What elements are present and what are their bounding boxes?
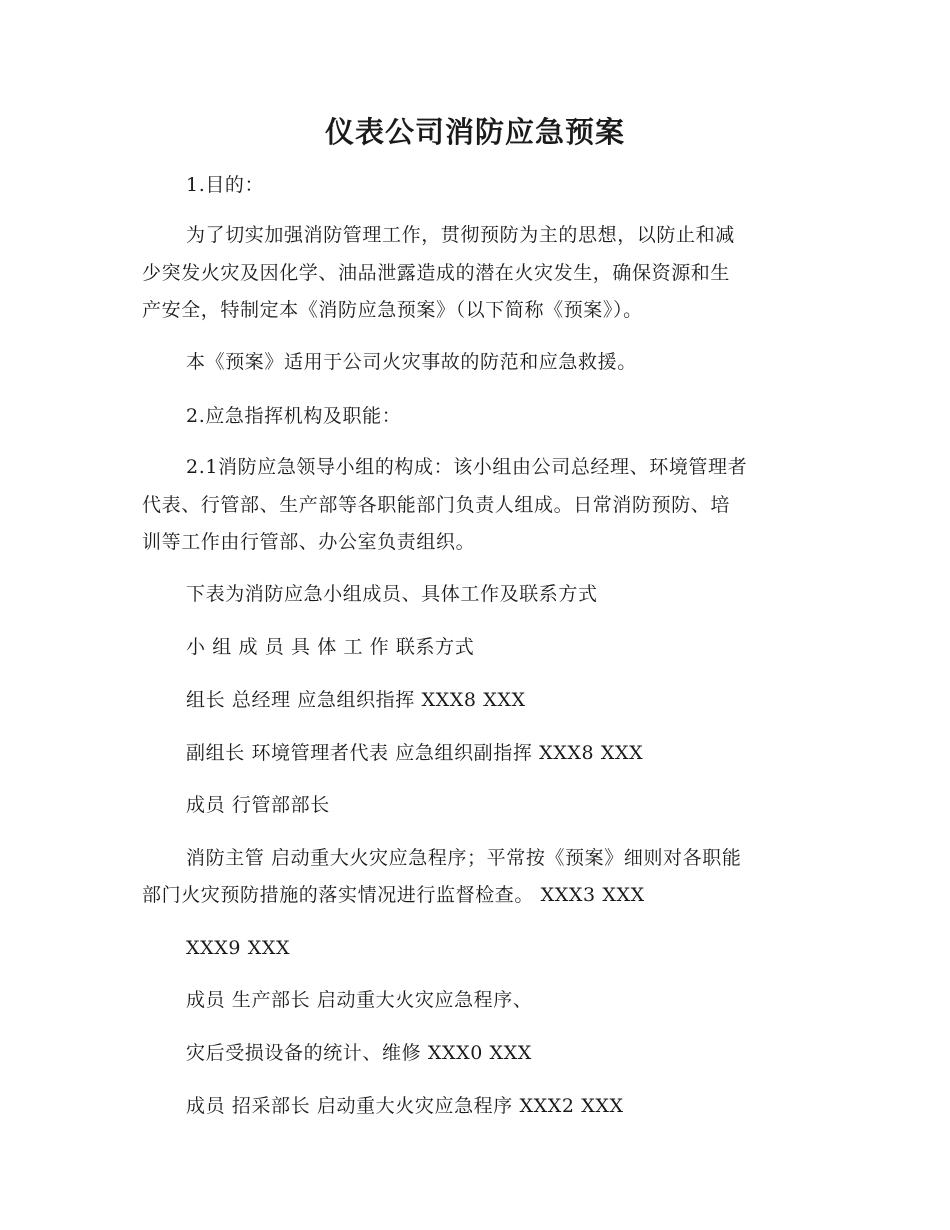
table-row-line: XXX9 XXX xyxy=(186,937,291,959)
paragraph-line: 消防主管 启动重大火灾应急程序；平常按《预案》细则对各职能 xyxy=(186,847,742,869)
paragraph-line: 代表、行管部、生产部等各职能部门负责人组成。日常消防预防、培 xyxy=(142,494,731,516)
paragraph-line: 2.1消防应急领导小组的构成：该小组由公司总经理、环境管理者 xyxy=(186,456,748,478)
paragraph-line: 训等工作由行管部、办公室负责组织。 xyxy=(142,531,476,553)
table-row-line: 成员 招采部长 启动重大火灾应急程序 XXX2 XXX xyxy=(186,1095,624,1117)
table-row-line: 副组长 环境管理者代表 应急组织副指挥 XXX8 XXX xyxy=(186,742,644,764)
paragraph-line: 本《预案》适用于公司火灾事故的防范和应急救援。 xyxy=(186,351,637,373)
table-row-line: 成员 生产部长 启动重大火灾应急程序、 xyxy=(186,989,533,1011)
paragraph-line: 下表为消防应急小组成员、具体工作及联系方式 xyxy=(186,583,598,605)
table-header-line: 小 组 成 员 具 体 工 作 联系方式 xyxy=(186,636,475,658)
paragraph-line: 为了切实加强消防管理工作，贯彻预防为主的思想，以防止和减 xyxy=(186,224,735,246)
document-title: 仪表公司消防应急预案 xyxy=(324,115,625,149)
table-row-line: 成员 行管部部长 xyxy=(186,794,330,816)
section-heading-command: 2.应急指挥机构及职能： xyxy=(186,405,402,427)
paragraph-line: 少突发火灾及因化学、油品泄露造成的潜在火灾发生，确保资源和生 xyxy=(142,262,731,284)
table-row-line: 组长 总经理 应急组织指挥 XXX8 XXX xyxy=(186,689,526,711)
table-row-line: 灾后受损设备的统计、维修 XXX0 XXX xyxy=(186,1042,532,1064)
paragraph-line: 产安全，特制定本《消防应急预案》（以下简称《预案》）。 xyxy=(142,299,643,321)
section-heading-purpose: 1.目的： xyxy=(186,174,265,196)
paragraph-line: 部门火灾预防措施的落实情况进行监督检查。 XXX3 XXX xyxy=(142,884,645,906)
